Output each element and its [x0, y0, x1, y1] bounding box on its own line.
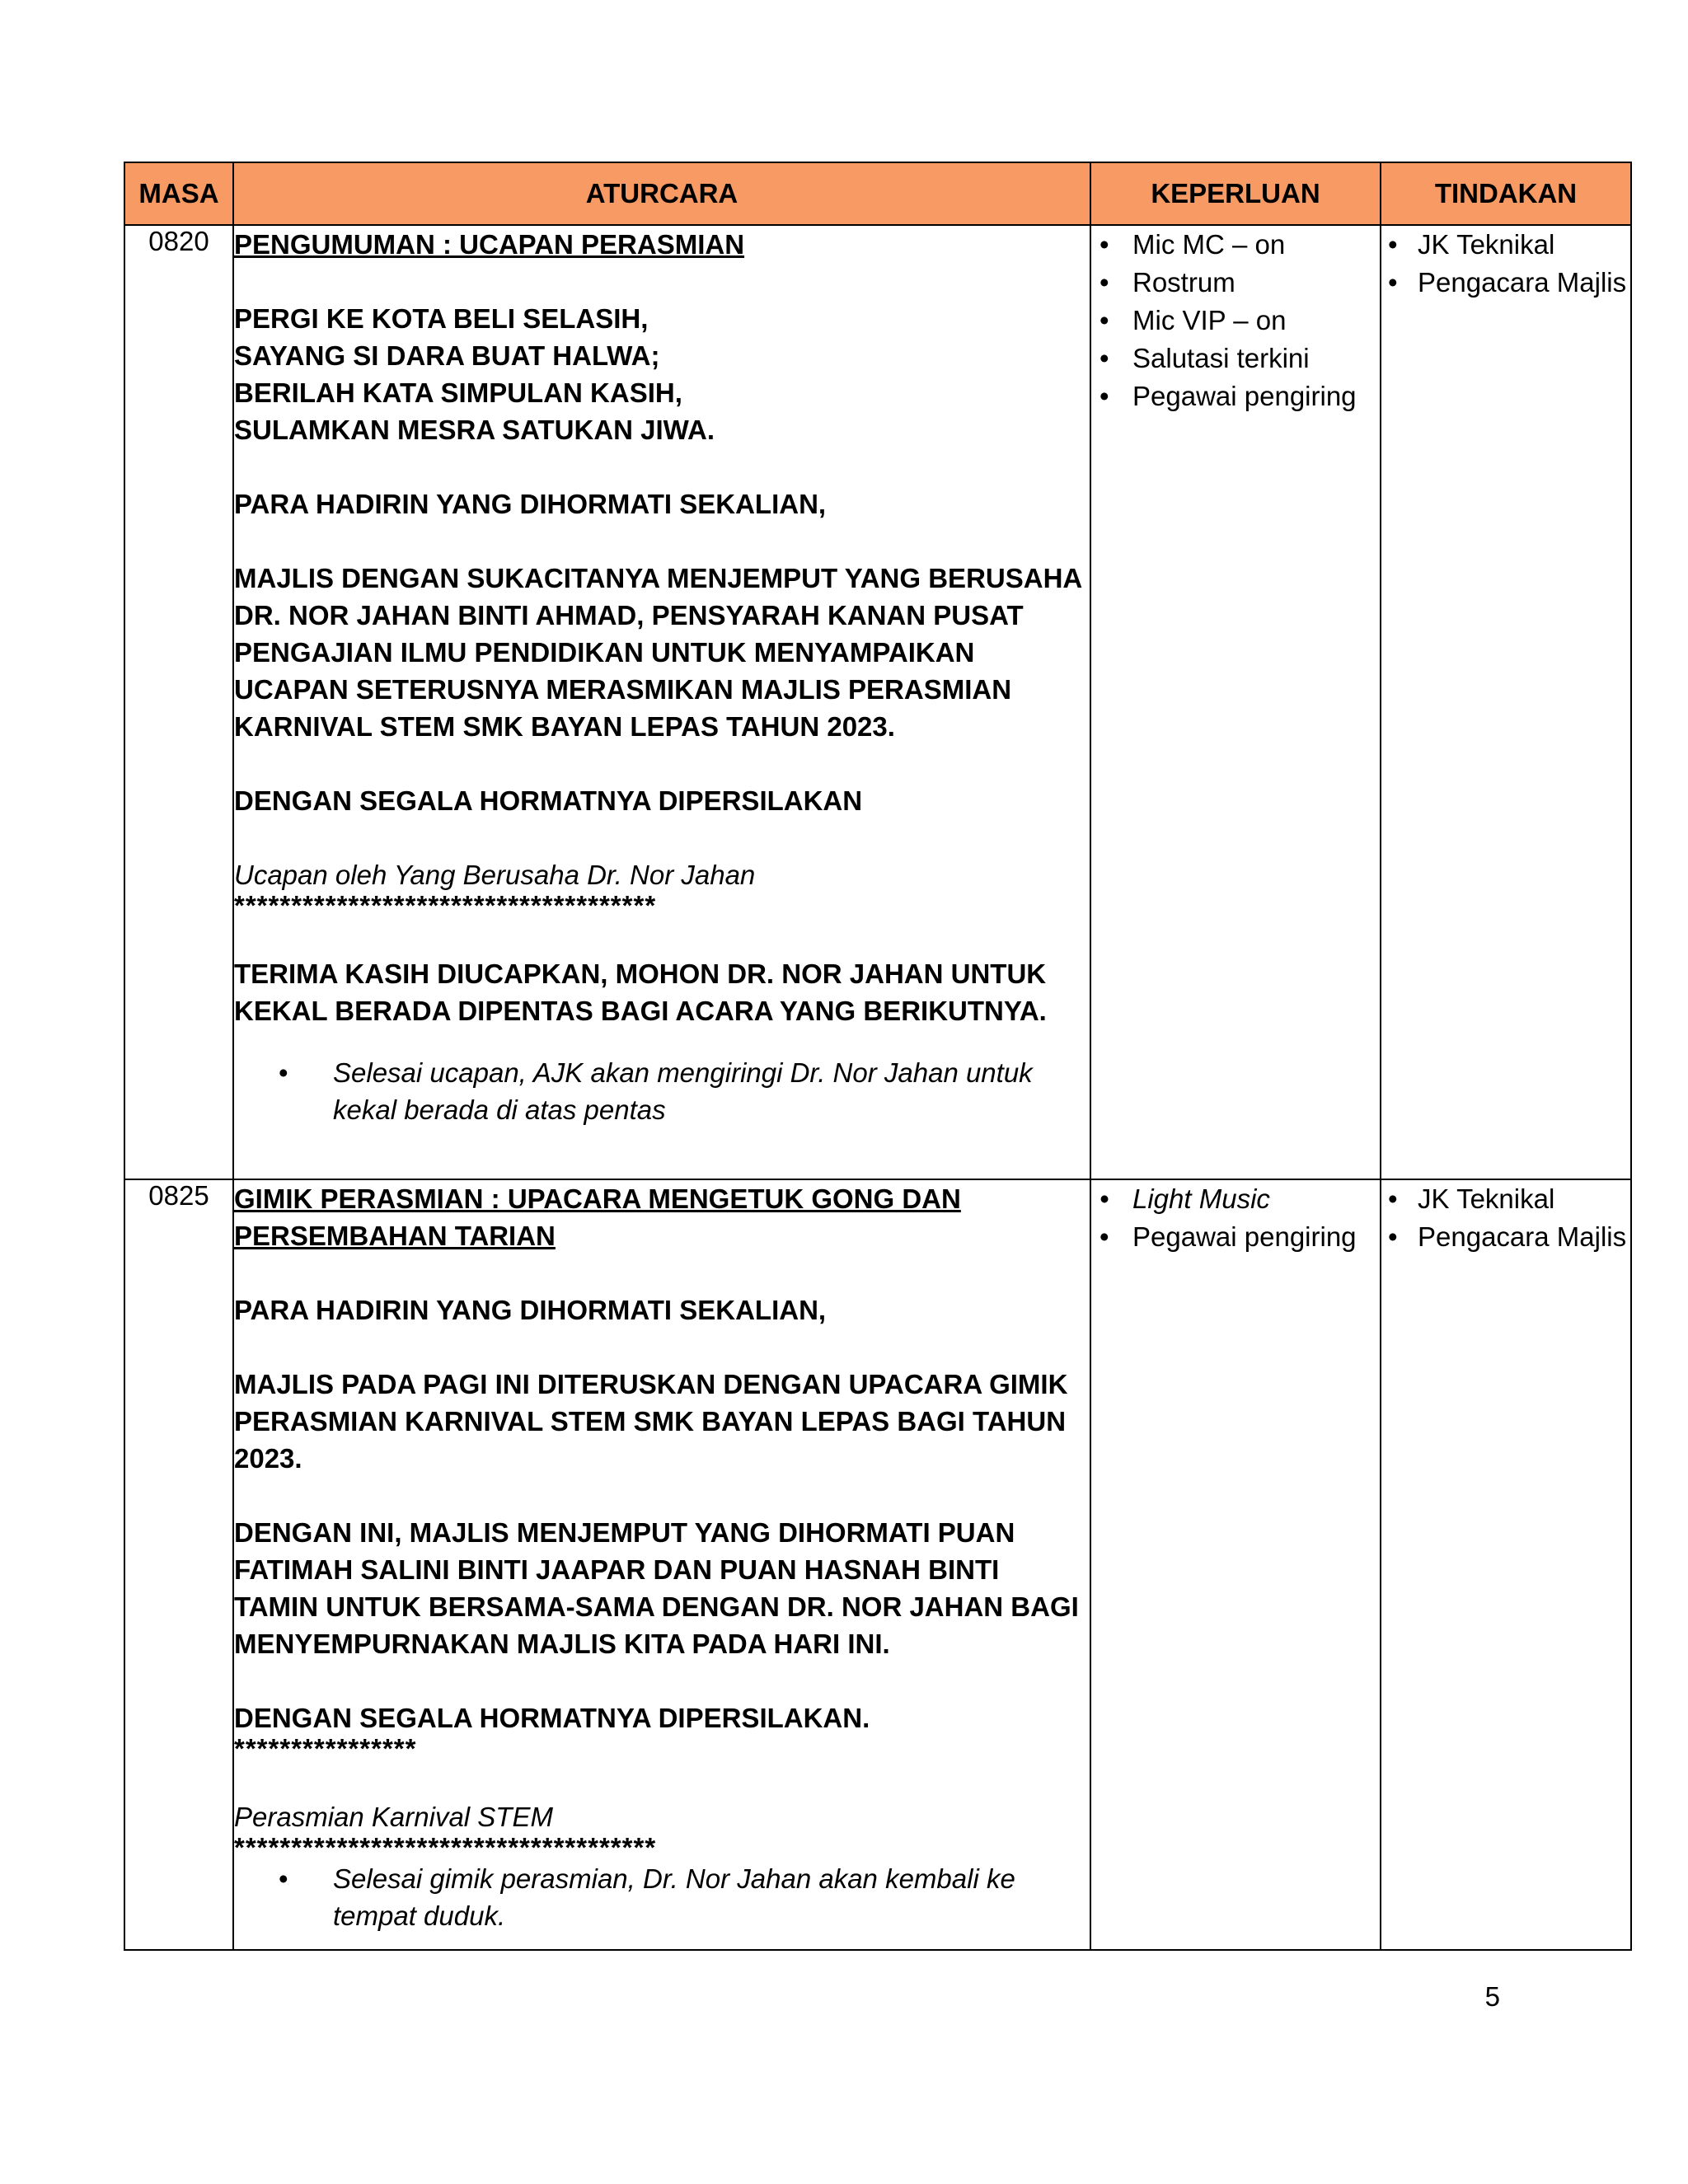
event-text: Perasmian Karnival STEM	[234, 1802, 553, 1832]
keperluan-cell	[1090, 225, 1381, 1179]
invite-text: DENGAN INI, MAJLIS MENJEMPUT YANG DIHORMATI PUAN FATIMAH SALINI BINTI JAAPAR DAN PUAN HASNAH BINTI TAMIN UNTUK BERSAMA-SAMA DENGAN DR. NOR JAHAN BAGI MENYEMPURNAKAN MAJLIS KITA PADA HARI INI.	[234, 1517, 1079, 1659]
tindakan-item: • JK Teknikal	[1381, 1180, 1630, 1218]
note-list	[234, 1054, 1090, 1128]
tindakan-item: • JK Teknikal	[1381, 226, 1630, 264]
stars-separator: *************************************	[234, 1832, 657, 1863]
tindakan-item: • Pengacara Majlis	[1381, 1218, 1630, 1256]
page-number: 5	[1484, 1981, 1500, 2012]
pantun-line: PERGI KE KOTA BELI SELASIH,	[234, 303, 649, 334]
masa-cell: 0825	[124, 1179, 233, 1950]
header-masa: MASA	[124, 162, 233, 225]
keperluan-list	[1091, 1180, 1380, 1256]
closing-text: DENGAN SEGALA HORMATNYA DIPERSILAKAN	[234, 785, 863, 816]
greeting-text: PARA HADIRIN YANG DIHORMATI SEKALIAN,	[234, 1295, 827, 1325]
keperluan-item: • Pegawai pengiring	[1091, 377, 1380, 415]
keperluan-item: • Mic MC – on	[1091, 226, 1380, 264]
keperluan-cell	[1090, 1179, 1381, 1950]
item-title: GIMIK PERASMIAN : UPACARA MENGETUK GONG DAN PERSEMBAHAN TARIAN	[234, 1183, 961, 1251]
table-row	[124, 225, 1631, 1179]
item-title: PENGUMUMAN : UCAPAN PERASMIAN	[234, 229, 745, 260]
tindakan-cell	[1381, 1179, 1631, 1950]
header-keperluan: KEPERLUAN	[1090, 162, 1381, 225]
greeting-text: PARA HADIRIN YANG DIHORMATI SEKALIAN,	[234, 489, 827, 519]
keperluan-item: • Pegawai pengiring	[1091, 1218, 1380, 1256]
header-tindakan: TINDAKAN	[1381, 162, 1631, 225]
continue-text: MAJLIS PADA PAGI INI DITERUSKAN DENGAN UPACARA GIMIK PERASMIAN KARNIVAL STEM SMK BAYAN LEPAS BAGI TAHUN 2023.	[234, 1369, 1068, 1474]
stars-separator: ****************	[234, 1733, 417, 1764]
tindakan-item: • Pengacara Majlis	[1381, 264, 1630, 302]
thanks-text: TERIMA KASIH DIUCAPKAN, MOHON DR. NOR JAHAN UNTUK KEKAL BERADA DIPENTAS BAGI ACARA YANG BERIKUTNYA.	[234, 958, 1047, 1026]
note-item: • Selesai gimik perasmian, Dr. Nor Jahan akan kembali ke tempat duduk.	[316, 1860, 1090, 1934]
masa-cell: 0820	[124, 225, 233, 1179]
tindakan-list	[1381, 226, 1630, 302]
note-list	[234, 1860, 1090, 1934]
tindakan-list	[1381, 1180, 1630, 1256]
table-row	[124, 1179, 1631, 1950]
pantun-line: SAYANG SI DARA BUAT HALWA;	[234, 340, 660, 371]
keperluan-item: • Salutasi terkini	[1091, 340, 1380, 377]
keperluan-item: • Mic VIP – on	[1091, 302, 1380, 340]
speech-text: Ucapan oleh Yang Berusaha Dr. Nor Jahan	[234, 860, 756, 890]
note-item: • Selesai ucapan, AJK akan mengiringi Dr. Nor Jahan untuk kekal berada di atas pentas	[316, 1054, 1090, 1128]
keperluan-item: • Rostrum	[1091, 264, 1380, 302]
pantun-line: BERILAH KATA SIMPULAN KASIH,	[234, 377, 682, 408]
header-aturcara: ATURCARA	[233, 162, 1090, 225]
keperluan-item: • Light Music	[1091, 1180, 1380, 1218]
agenda-table	[124, 162, 1632, 1951]
invite-text: MAJLIS DENGAN SUKACITANYA MENJEMPUT YANG BERUSAHA DR. NOR JAHAN BINTI AHMAD, PENSYARAH KANAN PUSAT PENGAJIAN ILMU PENDIDIKAN UNTUK MENYAMPAIKAN UCAPAN SETERUSNYA MERASMIKAN MAJLIS PERASMIAN KARNIVAL STEM SMK BAYAN LEPAS TAHUN 2023.	[234, 563, 1082, 742]
keperluan-list	[1091, 226, 1380, 415]
pantun-line: SULAMKAN MESRA SATUKAN JIWA.	[234, 415, 715, 445]
stars-separator: *************************************	[234, 890, 657, 921]
closing-text: DENGAN SEGALA HORMATNYA DIPERSILAKAN.	[234, 1703, 870, 1733]
tindakan-cell	[1381, 225, 1631, 1179]
aturcara-cell	[233, 1179, 1090, 1950]
aturcara-cell	[233, 225, 1090, 1179]
header-row	[124, 162, 1631, 225]
